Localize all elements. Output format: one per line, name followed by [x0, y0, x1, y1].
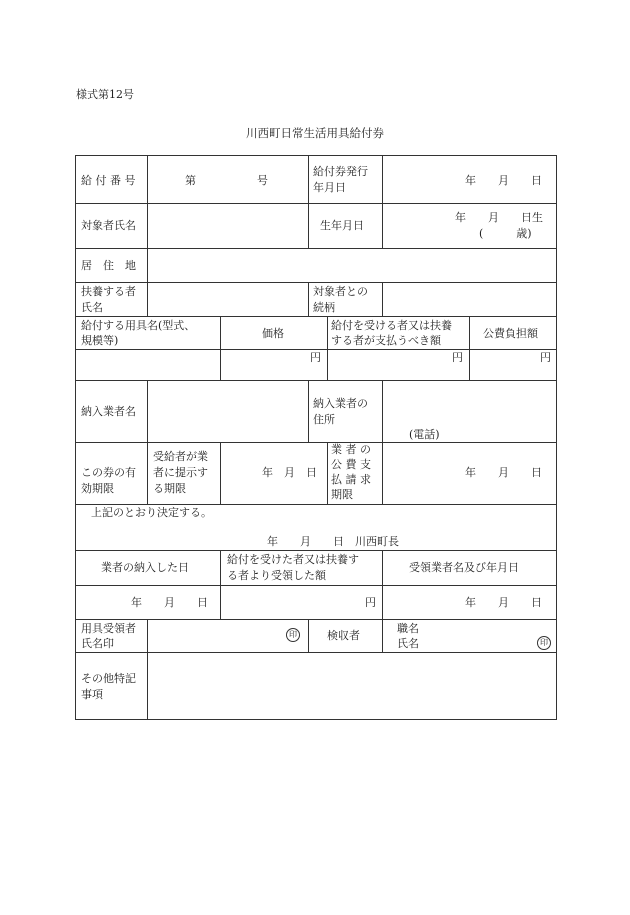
vendor-name-label: 納入業者名 — [81, 405, 136, 418]
payer-amount-yen: 円 — [452, 351, 463, 364]
decision-date: 年 月 日 川西町長 — [267, 535, 399, 548]
receipt-amount-yen: 円 — [365, 596, 376, 609]
dai-label: 第 — [185, 174, 196, 187]
claim-deadline-label-2: 公 費 支 — [331, 458, 371, 471]
item-name-label-2: 規模等) — [81, 334, 119, 347]
validity-label: この券の有 — [81, 466, 136, 479]
claim-deadline-label-4: 期限 — [331, 488, 353, 501]
receiver-label: 用具受領者 — [81, 622, 136, 635]
issue-date-value: 年 月 日 — [465, 174, 542, 187]
inspector-label: 検収者 — [327, 629, 360, 642]
address-label: 居 住 地 — [81, 259, 136, 272]
item-name-label: 給付する用具名(型式、 — [81, 319, 196, 332]
present-deadline-label: 受給者が業 — [153, 450, 208, 463]
vendor-receipt-label: 受領業者名及び年月日 — [409, 561, 519, 574]
kyufu-bango-label: 給 付 番 号 — [81, 174, 136, 187]
issue-date-label: 給付券発行 — [313, 165, 368, 178]
document-title: 川西町日常生活用具給付券 — [246, 126, 384, 140]
validity-label-2: 効期限 — [81, 482, 114, 495]
inspector-name-label: 氏名 — [397, 637, 419, 650]
receiver-label-2: 氏名印 — [81, 637, 114, 650]
form-number: 様式第12号 — [76, 88, 134, 101]
other-notes-label: その他特記 — [81, 672, 136, 685]
target-name-label: 対象者氏名 — [81, 219, 136, 232]
other-notes-label-2: 事項 — [81, 688, 103, 701]
job-title-label: 職名 — [397, 622, 419, 635]
payer-amount-label: 給付を受ける者又は扶養 — [331, 319, 452, 332]
inspector-seal-mark: 印 — [537, 636, 551, 650]
supporter-name-label: 扶養する者 — [81, 285, 136, 298]
relation-label-2: 続柄 — [313, 301, 335, 314]
delivered-date-value: 年 月 日 — [131, 596, 208, 609]
payer-amount-label-2: する者が支払うべき額 — [331, 334, 441, 347]
present-deadline-value: 年 月 日 — [262, 466, 317, 479]
birth-date-label: 生年月日 — [320, 219, 364, 232]
claim-deadline-label-3: 払 請 求 — [331, 473, 371, 486]
voucher-form-table — [75, 155, 557, 720]
public-amount-label: 公費負担額 — [483, 327, 538, 340]
supporter-name-label-2: 氏名 — [81, 301, 103, 314]
receipt-amount-label-2: る者より受領した額 — [227, 569, 326, 582]
birth-date-value: 年 月 日生 — [455, 211, 543, 224]
price-label: 価格 — [262, 327, 284, 340]
vendor-address-label-2: 住所 — [313, 413, 335, 426]
vendor-address-label: 納入業者の — [313, 397, 368, 410]
delivered-date-label: 業者の納入した日 — [101, 561, 189, 574]
present-deadline-label-3: る期限 — [153, 482, 186, 495]
claim-deadline-label: 業 者 の — [331, 443, 371, 456]
price-yen: 円 — [310, 351, 321, 364]
receiver-seal-mark: 印 — [286, 628, 300, 642]
decision-statement: 上記のとおり決定する。 — [91, 506, 212, 519]
issue-date-label-2: 年月日 — [313, 181, 346, 194]
vendor-receipt-date: 年 月 日 — [465, 596, 542, 609]
phone-label: (電話) — [409, 428, 440, 441]
present-deadline-label-2: 者に提示す — [153, 466, 208, 479]
go-label: 号 — [257, 174, 268, 187]
claim-deadline-value: 年 月 日 — [465, 466, 542, 479]
age-value: ( 歳) — [479, 227, 532, 240]
public-amount-yen: 円 — [540, 351, 551, 364]
receipt-amount-label: 給付を受けた者又は扶養す — [227, 553, 359, 566]
relation-label: 対象者との — [313, 285, 368, 298]
